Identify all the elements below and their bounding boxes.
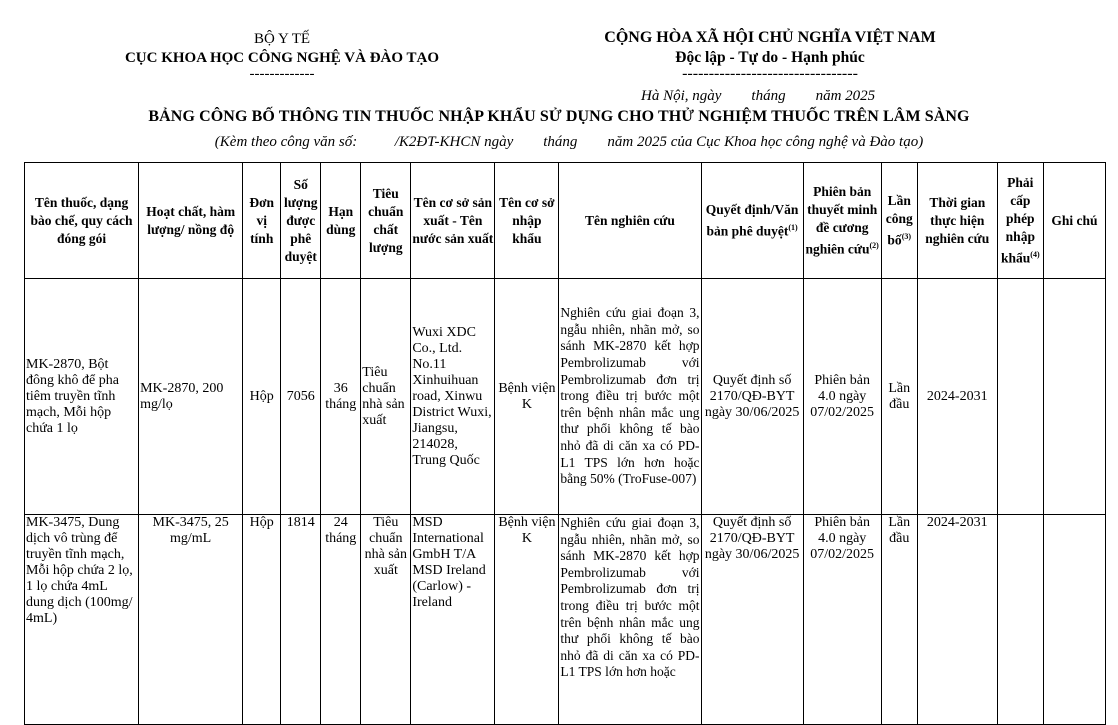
place-date: Hà Nội, ngày tháng năm 2025 xyxy=(641,88,876,104)
header-standard: Tiêu chuẩn chất lượng xyxy=(361,163,411,279)
cell-manufacturer: MSD International GmbH T/A MSD Ireland (Carlow) - Ireland xyxy=(411,515,495,725)
cell-notes xyxy=(1043,279,1105,515)
header-left xyxy=(92,30,472,80)
header-importer: Tên cơ sở nhập khẩu xyxy=(495,163,559,279)
header-license-text: Phải cấp phép nhập khẩu xyxy=(1001,174,1035,266)
department-name: CỤC KHOA HỌC CÔNG NGHỆ VÀ ĐÀO TẠO xyxy=(124,50,440,66)
header-right-rule: --------------------------------- xyxy=(682,65,858,82)
header-drug-name: Tên thuốc, dạng bào chế, quy cách đóng gói xyxy=(25,163,139,279)
table-header-row xyxy=(25,163,1106,279)
cell-quantity: 1814 xyxy=(281,515,321,725)
document-title: BẢNG CÔNG BỐ THÔNG TIN THUỐC NHẬP KHẨU SỬ DỤNG CHO THỬ NGHIỆM THUỐC TRÊN LÂM SÀNG xyxy=(148,108,970,125)
cell-manufacturer: Wuxi XDC Co., Ltd. No.11 Xinhuihuan road, Xinwu District Wuxi, Jiangsu, 214028, Trung Quốc xyxy=(411,279,495,515)
header-protocol xyxy=(803,163,881,279)
cell-license xyxy=(997,515,1043,725)
header-active: Hoạt chất, hàm lượng/ nồng độ xyxy=(139,163,243,279)
cell-study: Nghiên cứu giai đoạn 3, ngẫu nhiên, nhãn mở, so sánh MK-2870 kết hợp Pembrolizumab với Pembrolizumab đơn trị trong điều trị bước một trên bệnh nhân mắc ung thư phổi không tế bào nhỏ đã di căn xa có PD-L1 TPS lớn hơn hoặc bằng 50% (TroFuse-007) xyxy=(559,279,701,515)
header-decision-text: Quyết định/Văn bản phê duyệt xyxy=(705,201,799,239)
header-decision-note: (1) xyxy=(788,222,798,232)
country-name: CỘNG HÒA XÃ HỘI CHỦ NGHĨA VIỆT NAM xyxy=(604,29,936,46)
cell-active: MK-2870, 200 mg/lọ xyxy=(139,279,243,515)
document-subtitle: (Kèm theo công văn số: /K2ĐT-KHCN ngày tháng năm 2025 của Cục Khoa học công nghệ và Đào tạo) xyxy=(214,134,924,150)
cell-standard: Tiêu chuẩn nhà sản xuất xyxy=(361,279,411,515)
header-license xyxy=(997,163,1043,279)
cell-importer: Bệnh viện K xyxy=(495,515,559,725)
header-times-text: Lần công bố xyxy=(885,192,913,248)
cell-expiry: 24 tháng xyxy=(321,515,361,725)
header-period: Thời gian thực hiện nghiên cứu xyxy=(917,163,997,279)
cell-expiry: 36 tháng xyxy=(321,279,361,515)
header-protocol-note: (2) xyxy=(869,240,879,250)
cell-decision: Quyết định số 2170/QĐ-BYT ngày 30/06/2025 xyxy=(701,279,803,515)
header-manufacturer: Tên cơ sở sản xuất - Tên nước sản xuất xyxy=(411,163,495,279)
header-protocol-text: Phiên bản thuyết minh đề cương nghiên cứu xyxy=(805,183,878,257)
header-quantity: Số lượng được phê duyệt xyxy=(281,163,321,279)
header-times-note: (3) xyxy=(901,231,912,241)
drug-info-table xyxy=(24,162,1106,725)
cell-protocol: Phiên bản 4.0 ngày 07/02/2025 xyxy=(803,279,881,515)
cell-protocol: Phiên bản 4.0 ngày 07/02/2025 xyxy=(803,515,881,725)
header-left-rule: ------------- xyxy=(249,66,315,82)
cell-period: 2024-2031 xyxy=(917,279,997,515)
cell-standard: Tiêu chuẩn nhà sản xuất xyxy=(361,515,411,725)
cell-times: Lần đầu xyxy=(881,279,917,515)
header-notes: Ghi chú xyxy=(1043,163,1105,279)
cell-notes xyxy=(1043,515,1105,725)
cell-unit: Hộp xyxy=(243,515,281,725)
national-motto: Độc lập - Tự do - Hạnh phúc xyxy=(675,49,865,66)
cell-importer: Bệnh viện K xyxy=(495,279,559,515)
cell-drug-name: MK-3475, Dung dịch vô trùng để truyền tĩnh mạch, Mỗi hộp chứa 2 lọ, 1 lọ chứa 4mL dung dịch (100mg/ 4mL) xyxy=(25,515,139,725)
table-row xyxy=(25,515,1106,725)
cell-license xyxy=(997,279,1043,515)
cell-drug-name: MK-2870, Bột đông khô để pha tiêm truyền tĩnh mạch, Mỗi hộp chứa 1 lọ xyxy=(25,279,139,515)
header-expiry: Hạn dùng xyxy=(321,163,361,279)
cell-period: 2024-2031 xyxy=(917,515,997,725)
header-decision xyxy=(701,163,803,279)
cell-active: MK-3475, 25 mg/mL xyxy=(139,515,243,725)
header-times xyxy=(881,163,917,279)
cell-times: Lần đầu xyxy=(881,515,917,725)
cell-study: Nghiên cứu giai đoạn 3, ngẫu nhiên, nhãn mở, so sánh MK-2870 kết hợp Pembrolizumab với Pembrolizumab đơn trị trong điều trị bước một trên bệnh nhân mắc ung thư phổi không tế bào nhỏ đã di căn xa có PD-L1 TPS lớn hơn hoặc xyxy=(559,515,701,725)
header-unit: Đơn vị tính xyxy=(243,163,281,279)
table-row xyxy=(25,279,1106,515)
header-license-note: (4) xyxy=(1030,249,1040,259)
ministry-name: BỘ Y TẾ xyxy=(253,31,311,47)
header-right xyxy=(570,28,970,80)
cell-quantity: 7056 xyxy=(281,279,321,515)
header-study: Tên nghiên cứu xyxy=(559,163,701,279)
cell-unit: Hộp xyxy=(243,279,281,515)
cell-decision: Quyết định số 2170/QĐ-BYT ngày 30/06/2025 xyxy=(701,515,803,725)
